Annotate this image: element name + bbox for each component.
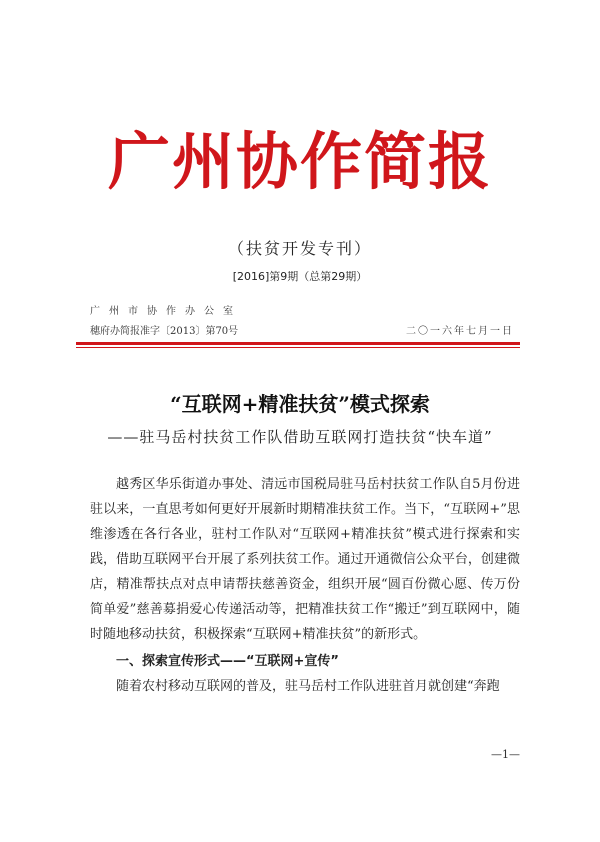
section-heading: 一、探索宣传形式——“互联网+宣传”	[116, 654, 339, 669]
article-title: “互联网+精准扶贫”模式探索	[170, 392, 430, 416]
approval-number: 穗府办简报准字〔2013〕第70号	[90, 326, 239, 337]
issue-date: 二〇一六年七月一日	[406, 326, 514, 337]
article-subtitle: ——驻马岳村扶贫工作队借助互联网打造扶贫“快车道”	[107, 428, 493, 446]
masthead-title: 广州协作简报	[107, 125, 492, 198]
special-issue-subtitle: （扶贫开发专刊）	[227, 239, 372, 258]
issuing-office: 广州市协作办公室	[90, 306, 242, 317]
header-divider-thick	[76, 342, 520, 345]
intro-paragraph: 越秀区华乐街道办事处、清远市国税局驻马岳村扶贫工作队自5月份进驻以来，一直思考如何更好开展新时期精准扶贫工作。当下，“互联网+”思维渗透在各行各业，驻村工作队对“互联网+精准扶贫”模式进行探索和实践，借助互联网平台开展了系列扶贫工作。通过开通微信公众平台，创建微店，精准帮扶点对点申请帮扶慈善资金，组织开展“圆百份微心愿、传万份简单爱”慈善募捐爱心传递活动等，把精准扶贫工作“搬迁”到互联网中，随时随地移动扶贫，积极探索“互联网+精准扶贫”的新形式。	[90, 477, 520, 642]
page-number: —1—	[491, 748, 520, 761]
section-paragraph: 随着农村移动互联网的普及，驻马岳村工作队进驻首月就创建“奔跑	[116, 679, 500, 694]
header-divider-thin	[76, 347, 520, 348]
article-body	[90, 472, 520, 699]
issue-number: [2016]第9期（总第29期）	[232, 270, 368, 283]
